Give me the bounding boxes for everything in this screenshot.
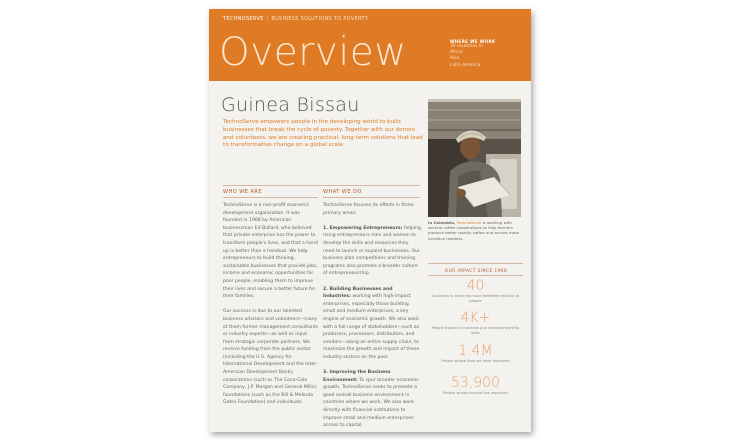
- who-paragraph: Our success is due to our talented business advisors and volunteers—many of them former management consultants or industry experts—as well as input from strategic corporate partners. We receive funding from the public sector (including the U.S. Agency for International Development and the Inter-American Development Bank), corporations (such as The Coca-Cola Company, J.P. Morgan and General Mills), foundations (such as the Bill & Melinda Gates Foundation) and individuals.: [223, 309, 319, 406]
- who-we-are-heading: WHO WE ARE: [223, 189, 262, 195]
- country-heading: Guinea Bissau: [221, 94, 360, 116]
- stat-value: 40: [466, 278, 485, 294]
- who-we-are-text: [223, 202, 319, 415]
- intro-text: TechnoServe empowers people in the developing world to build businesses that break the cycle of poverty. Together with our donors and volunteers, we are creating practical, long-term solutions that lead to transformative change on a global scale.: [223, 119, 423, 149]
- brand-separator: |: [266, 16, 269, 22]
- header-banner: [209, 9, 531, 81]
- what-we-do-text: [323, 202, 421, 432]
- stat-desc: People whose lives we have improved: [441, 359, 510, 363]
- where-we-work: [450, 39, 528, 69]
- stat-value: 1.4M: [458, 343, 493, 359]
- what-item-title: 2. Building Businesses and Industries:: [323, 286, 393, 300]
- where-item: Asia: [450, 56, 460, 62]
- impact-stat: [428, 310, 523, 336]
- divider: [428, 263, 523, 264]
- what-item-text: working with high-impact enterprises, especially those building small and medium enterprises, a key engine of economic growth. We also work with a full range of stakeholders—such as producers, processors, distributors, and vendors—along an entire supply chain, to maximize the growth and impact of these industry sectors on the poor.: [323, 294, 420, 360]
- photo-illustration: [428, 99, 521, 217]
- impact-title: OUR IMPACT SINCE 1968: [444, 268, 508, 273]
- impact-stat: [428, 278, 523, 304]
- photo-caption: [428, 220, 523, 241]
- what-item: [323, 286, 421, 362]
- brand-line: [223, 16, 368, 22]
- where-item: 30 countries in: [450, 44, 483, 49]
- divider: [223, 197, 318, 198]
- divider: [223, 185, 420, 186]
- caption-place: In Colombia,: [428, 220, 456, 225]
- brand-name: TECHNOSERVE: [223, 16, 264, 22]
- stat-value: 53,900: [451, 375, 500, 391]
- page-title: Overview: [219, 30, 407, 75]
- stat-value: 4K+: [460, 310, 491, 326]
- what-item: [323, 225, 421, 278]
- what-item-title: 1. Empowering Entrepreneurs:: [323, 225, 403, 231]
- caption-text: is working with several coffee cooperatives to help farmers produce better quality coffee and access more lucrative markets.: [428, 220, 519, 241]
- who-paragraph: TechnoServe is a non-profit economic development organization. It was founded in 1968 by American businessman Ed Bullard, who believed that private enterprise has the power to transform people's lives, and that a hand up is better than a handout. We help entrepreneurs to build thriving, sustainable businesses that provide jobs, income and economic opportunities for poor people, enabling them to improve their lives and secure a better future for their families.: [223, 203, 318, 300]
- where-item: Africa: [450, 50, 463, 56]
- divider: [323, 197, 420, 198]
- divider: [428, 275, 523, 276]
- what-item-text: helping rising entrepreneurs men and women to develop the skills and resources they need to launch or expand businesses. Our business plan competitions and training programs also promote a broader culture of entrepreneurship.: [323, 225, 421, 277]
- what-item-title: 3. Improving the Business Environment:: [323, 370, 391, 383]
- impact-stat: [428, 343, 523, 364]
- stat-desc: People trained in business and entrepreneurship skills: [431, 326, 520, 335]
- stat-desc: Countries in which we have benefited millions of people: [431, 294, 520, 303]
- what-we-do-heading: WHAT WE DO: [323, 189, 362, 195]
- farmer-photo: [428, 99, 521, 217]
- where-title: WHERE WE WORK: [450, 39, 496, 44]
- what-item: [323, 369, 421, 430]
- what-item-text: To spur broader economic growth, TechnoServe seeks to promote a good overall business environment in countries where we work. We also work directly with financial institutions to improve small and medium enterprises' access to capital.: [323, 377, 419, 429]
- what-lead: TechnoServe focuses its efforts in three primary areas:: [323, 203, 414, 216]
- brand-tagline: BUSINESS SOLUTIONS TO POVERTY: [271, 16, 369, 22]
- where-item: Latin America: [450, 62, 481, 68]
- brochure-page: [209, 9, 531, 432]
- stat-desc: People whose income has improved: [443, 391, 508, 395]
- impact-stat: [428, 375, 523, 396]
- caption-org: TechnoServe: [456, 220, 482, 225]
